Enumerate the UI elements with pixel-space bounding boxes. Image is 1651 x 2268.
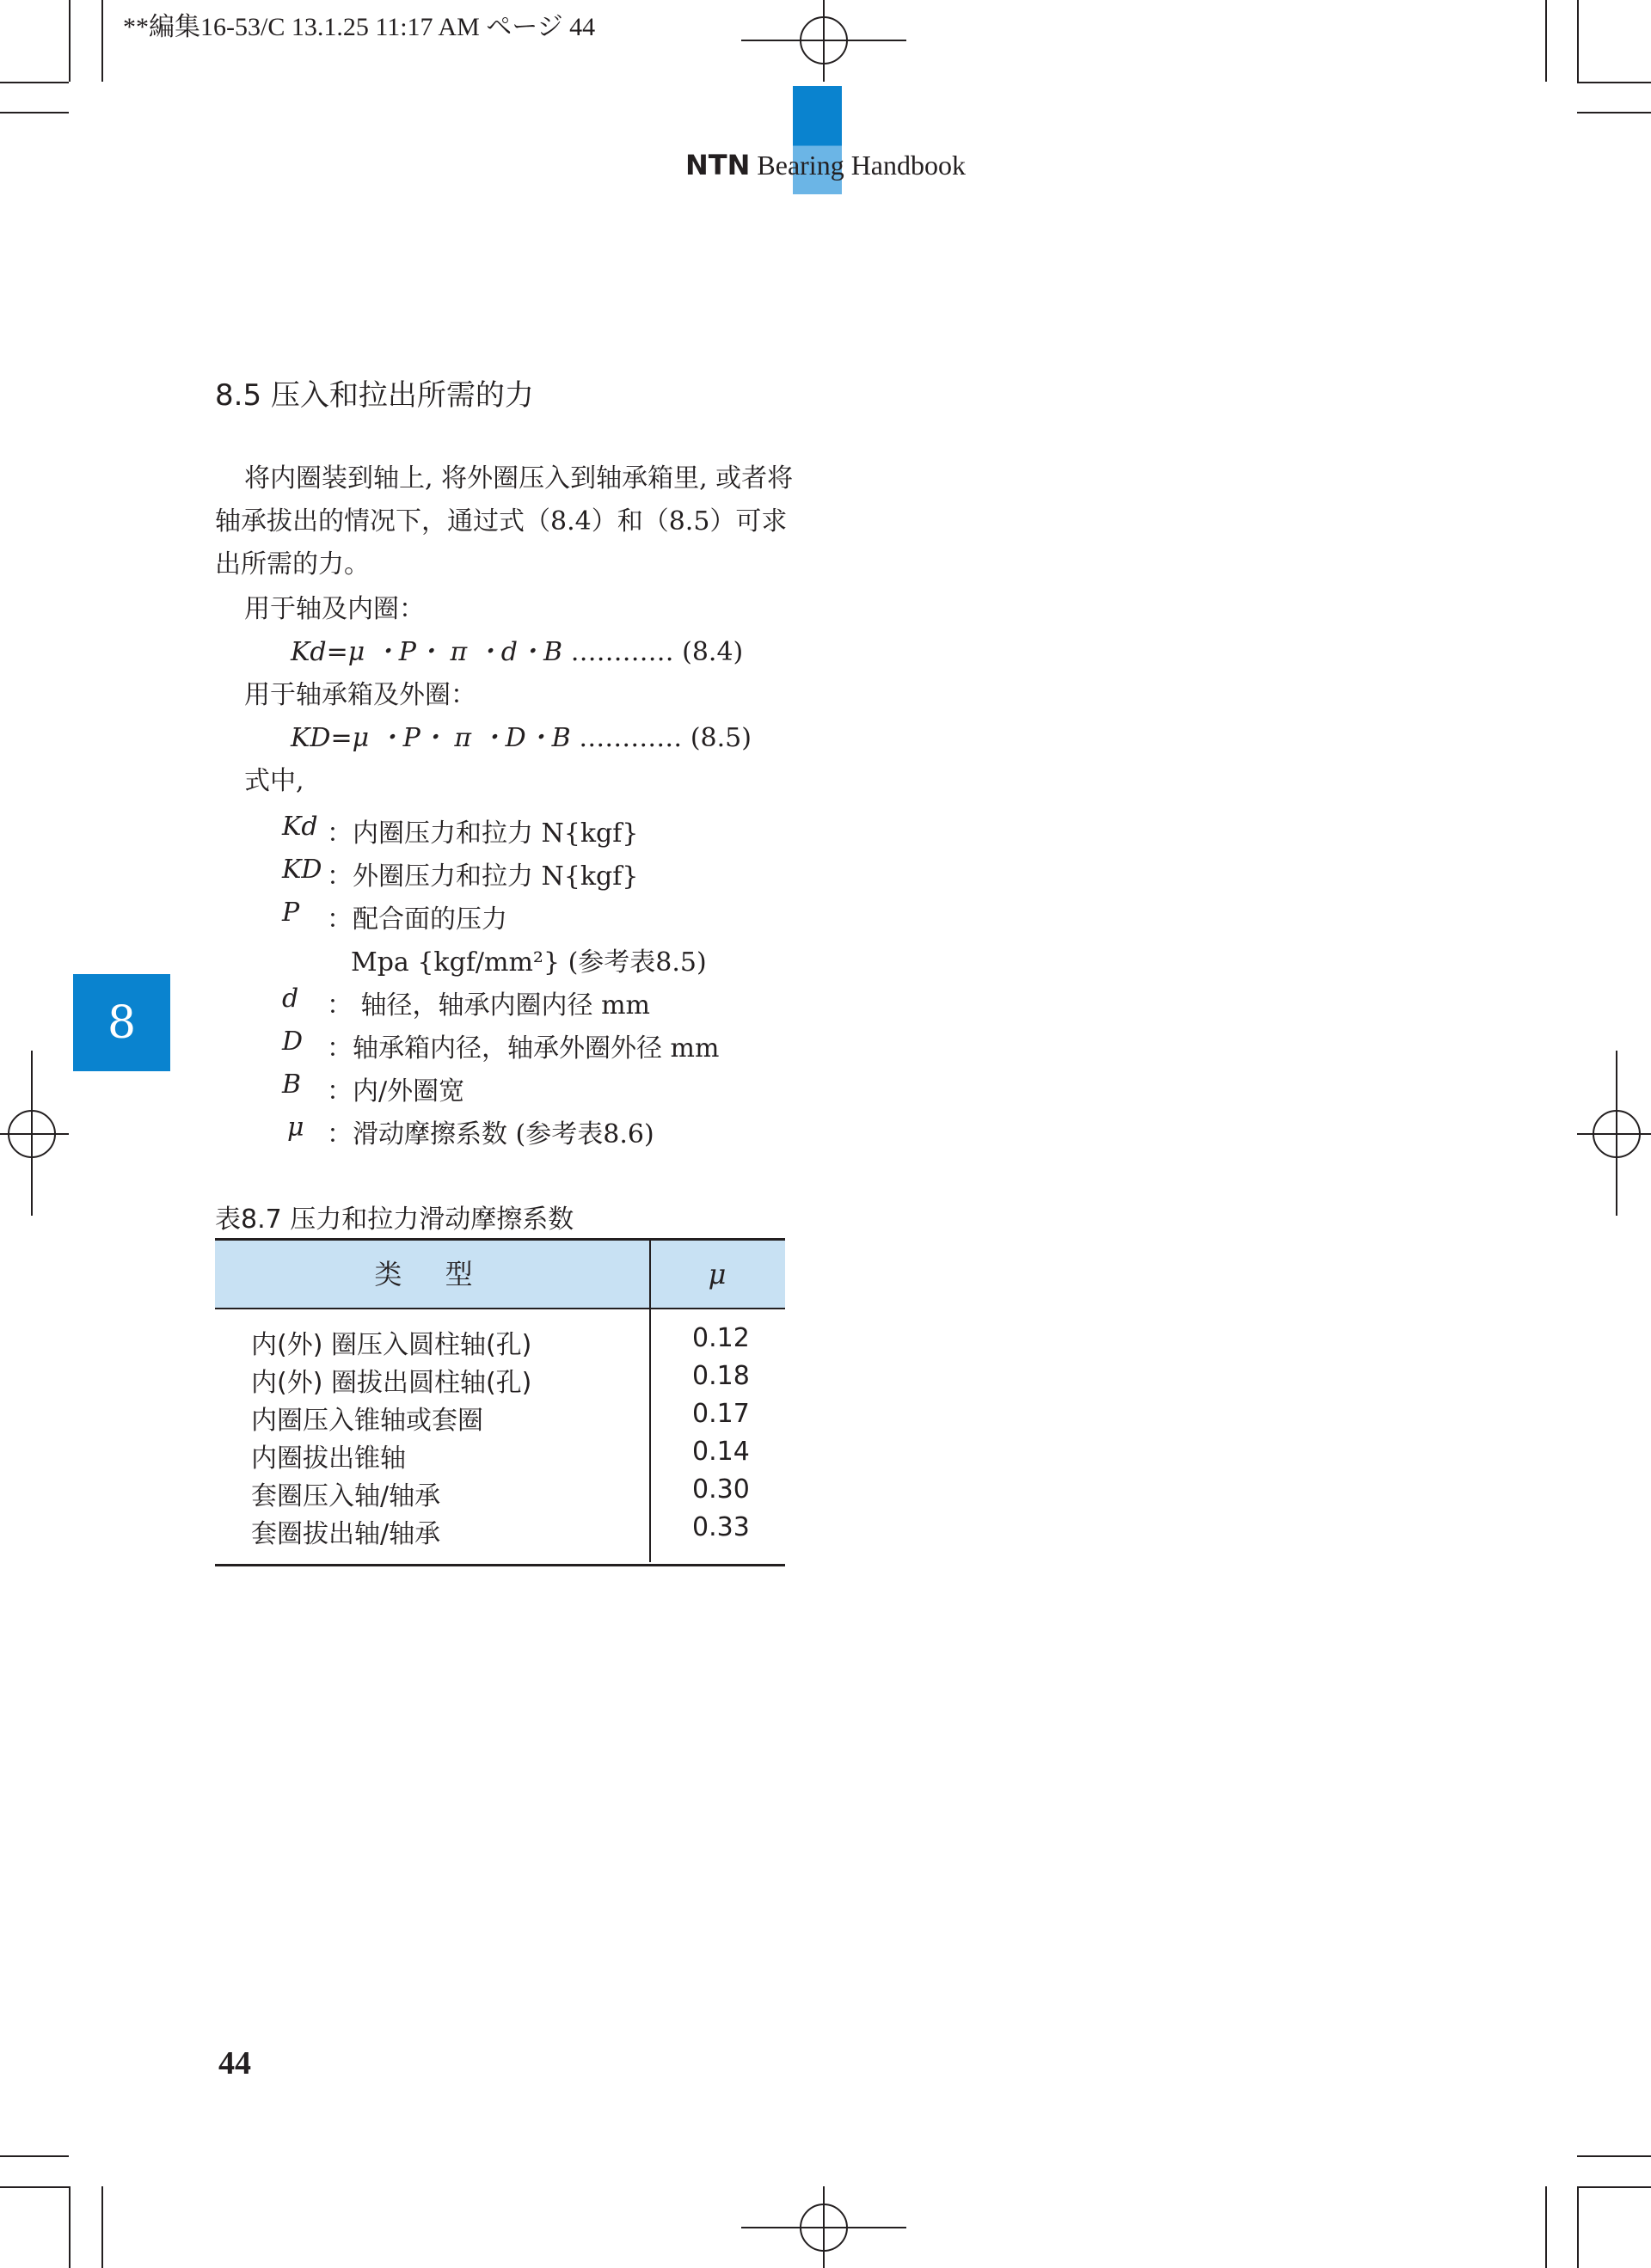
friction-coefficient-table bbox=[215, 1238, 785, 1566]
table-bottom-rule bbox=[215, 1564, 785, 1566]
definition-symbol: KD bbox=[282, 855, 322, 885]
crop-mark bbox=[0, 2186, 69, 2188]
table-header-row bbox=[215, 1241, 785, 1309]
table-row bbox=[215, 1437, 785, 1474]
crop-mark bbox=[1577, 0, 1579, 82]
crop-mark bbox=[1545, 2186, 1547, 2268]
definition-symbol: B bbox=[282, 1070, 302, 1100]
definition-text: Mpa {kgf/mm²} (参考表8.5) bbox=[351, 947, 707, 978]
table-cell-mu: 0.30 bbox=[692, 1474, 750, 1505]
definition-text: ：轴承箱内径，轴承外圈外径 mm bbox=[327, 1033, 720, 1064]
chapter-tab: 8 bbox=[73, 974, 170, 1071]
header-title: Bearing Handbook bbox=[757, 150, 966, 181]
intro-paragraph bbox=[215, 457, 800, 586]
registration-circle-icon bbox=[1593, 1110, 1641, 1158]
table-cell-type: 内(外) 圈拔出圆柱轴(孔) bbox=[251, 1368, 532, 1398]
print-slug: **編集16-53/C 13.1.25 11:17 AM ページ 44 bbox=[123, 13, 596, 41]
crop-mark bbox=[101, 0, 103, 82]
housing-label: 用于轴承箱及外圈： bbox=[244, 680, 476, 710]
definition-text: ：内圈压力和拉力 N{kgf} bbox=[327, 818, 639, 849]
table-row bbox=[215, 1474, 785, 1512]
table-cell-type: 内圈拔出锥轴 bbox=[251, 1444, 406, 1474]
formula-tag: (8.4) bbox=[682, 637, 744, 667]
registration-circle-icon bbox=[8, 1110, 56, 1158]
crop-mark bbox=[1577, 82, 1651, 83]
page-number: 44 bbox=[218, 2045, 251, 2081]
table-row bbox=[215, 1399, 785, 1437]
formula-leader: ………… bbox=[579, 723, 683, 753]
formula-rhs: μ ・P・ π ・D・B bbox=[352, 723, 571, 753]
definition-symbol: d bbox=[282, 984, 299, 1014]
crop-mark bbox=[101, 2186, 103, 2268]
table-row bbox=[215, 1361, 785, 1399]
crop-mark bbox=[1577, 2186, 1579, 2268]
definition-text: ：配合面的压力 bbox=[327, 904, 507, 935]
registration-circle-icon bbox=[800, 2204, 848, 2252]
formula-8-5 bbox=[291, 716, 752, 754]
definition-symbol: D bbox=[282, 1027, 304, 1057]
definition-symbol: μ bbox=[287, 1113, 304, 1143]
definition-text: ： 轴径，轴承内圈内径 mm bbox=[327, 990, 650, 1021]
crop-mark bbox=[0, 2155, 69, 2157]
crop-mark bbox=[1545, 0, 1547, 82]
formula-leader: ………… bbox=[570, 637, 674, 667]
table-cell-type: 套圈压入轴/轴承 bbox=[251, 1481, 441, 1511]
table-body bbox=[215, 1309, 785, 1564]
table-column-divider bbox=[649, 1241, 651, 1562]
table-caption: 表8.7 压力和拉力滑动摩擦系数 bbox=[215, 1204, 574, 1235]
table-header-type: 类 型 bbox=[374, 1258, 490, 1290]
formula-rhs: μ ・P・ π ・d・B bbox=[347, 637, 563, 667]
table-row bbox=[215, 1512, 785, 1550]
table-header-mu: μ bbox=[708, 1258, 727, 1290]
table-cell-type: 内(外) 圈压入圆柱轴(孔) bbox=[251, 1330, 532, 1360]
crop-mark bbox=[0, 112, 69, 113]
crop-mark bbox=[1577, 112, 1651, 113]
formula-lhs: KD= bbox=[291, 723, 353, 753]
table-cell-mu: 0.12 bbox=[692, 1323, 750, 1353]
formula-tag: (8.5) bbox=[690, 723, 752, 753]
formula-8-4 bbox=[291, 630, 743, 668]
definition-symbol: P bbox=[282, 898, 300, 928]
table-cell-mu: 0.14 bbox=[692, 1437, 750, 1467]
crop-mark bbox=[0, 82, 69, 83]
section-title: 8.5 压入和拉出所需的力 bbox=[215, 378, 534, 413]
formula-lhs: Kd= bbox=[291, 637, 348, 667]
crop-mark bbox=[1577, 2155, 1651, 2157]
definition-symbol: Kd bbox=[282, 812, 318, 842]
definition-text: ：外圈压力和拉力 N{kgf} bbox=[327, 861, 639, 892]
running-header bbox=[685, 149, 966, 181]
definition-text: ：滑动摩擦系数 (参考表8.6) bbox=[327, 1119, 654, 1149]
crop-mark bbox=[1577, 2186, 1651, 2188]
table-cell-type: 套圈拔出轴/轴承 bbox=[251, 1519, 441, 1549]
where-label: 式中, bbox=[244, 766, 304, 796]
crop-mark bbox=[69, 0, 71, 82]
shaft-label: 用于轴及内圈： bbox=[244, 594, 425, 624]
registration-circle-icon bbox=[800, 16, 848, 64]
definition-text: ：内/外圈宽 bbox=[327, 1076, 465, 1106]
table-cell-type: 内圈压入锥轴或套圈 bbox=[251, 1406, 483, 1436]
intro-text: 将内圈装到轴上, 将外圈压入到轴承箱里, 或者将轴承拔出的情况下，通过式（8.4）和（8.5）可求出所需的力。 bbox=[215, 463, 794, 579]
table-cell-mu: 0.18 bbox=[692, 1361, 750, 1391]
header-brand: NTN bbox=[685, 149, 751, 181]
table-cell-mu: 0.33 bbox=[692, 1512, 750, 1542]
table-cell-mu: 0.17 bbox=[692, 1399, 750, 1429]
crop-mark bbox=[69, 2186, 71, 2268]
table-row bbox=[215, 1323, 785, 1361]
